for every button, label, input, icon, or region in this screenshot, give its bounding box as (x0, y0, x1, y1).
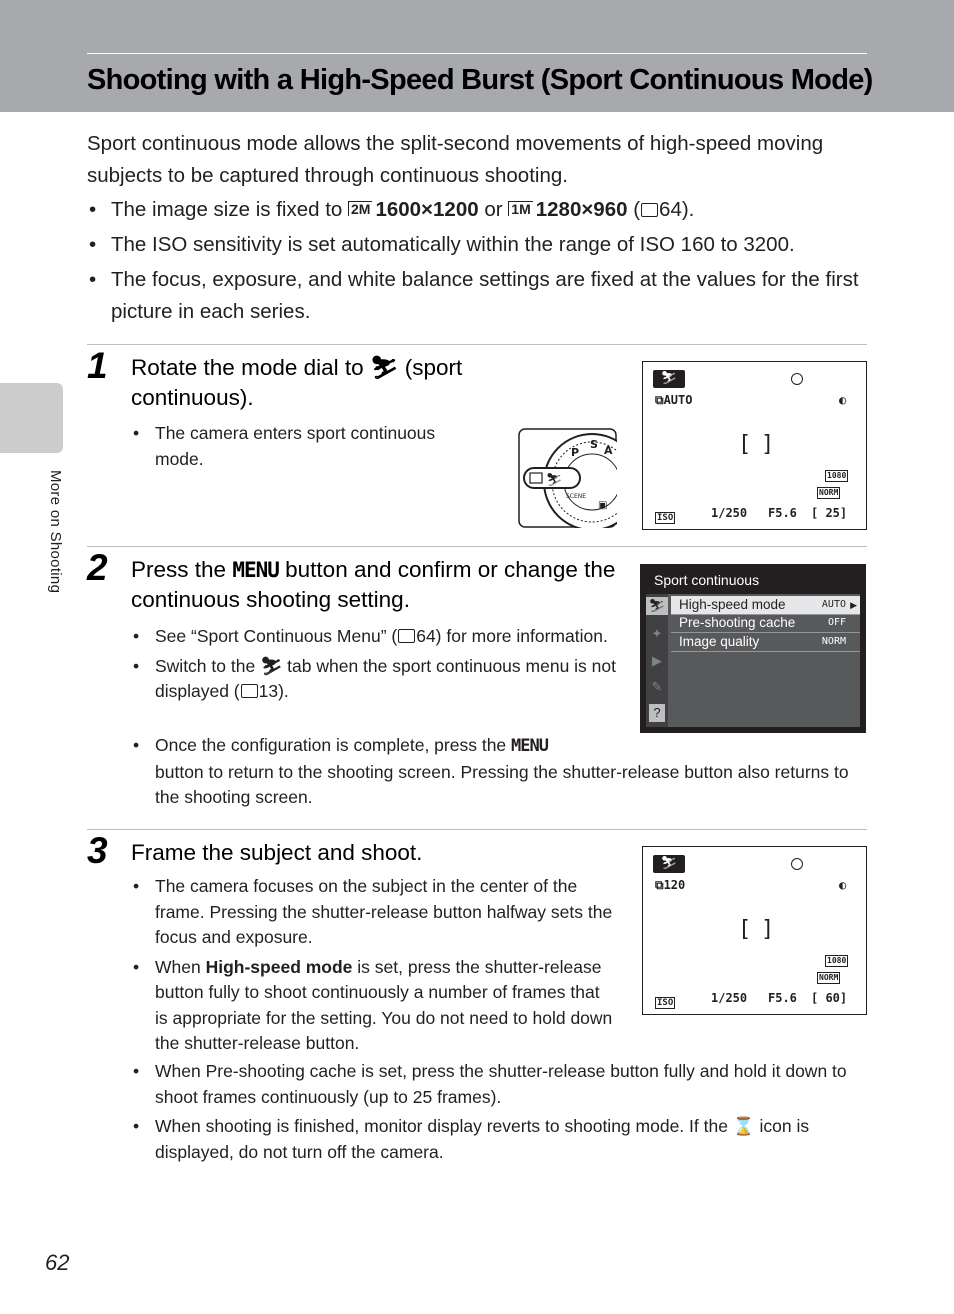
menu-row-image-quality: Image quality NORM (671, 633, 860, 652)
shutter-speed-readout: 1/250 (711, 991, 748, 1005)
dial-letter-a: A (604, 444, 613, 457)
sport-continuous-menu-screen (640, 564, 866, 733)
image-size-1280: 1280×960 (535, 198, 628, 221)
step2-bullet-switch-tab: • Switch to the ⛷ tab when the sport continuous menu is not displayed ( 13). (131, 654, 621, 705)
shooting-screen-step3 (642, 846, 867, 1015)
menu-tab-help: ? (649, 704, 665, 722)
step3-divider (87, 829, 867, 830)
page-number: 62 (45, 1250, 70, 1275)
image-quality-icon: NORM (819, 973, 839, 982)
menu-tab-sport: ⛷ (646, 597, 668, 615)
shooting-screen-step1 (642, 361, 867, 530)
mode-dial-illustration (518, 428, 617, 528)
dial-scene-label: SCENE (566, 493, 587, 500)
page-title: Shooting with a High-Speed Burst (Sport Continuous Mode) (87, 64, 873, 96)
step1-heading: Rotate the mode dial to ⛷ (sport continuous). (131, 355, 463, 410)
header-rule (87, 53, 867, 54)
image-size-2m-icon: 2M (348, 201, 372, 216)
motion-detection-icon: ◐ (839, 878, 847, 892)
sport-continuous-icon: ⛷ (369, 355, 399, 380)
af-area-right: ] (761, 917, 775, 942)
step2-heading: Press the MENU button and confirm or change the continuous shooting setting. (131, 557, 616, 612)
af-area-left: [ (738, 432, 752, 457)
iso-icon: ISO (657, 998, 674, 1008)
image-size-1m-icon: 1M (508, 201, 532, 216)
side-section-label: More on Shooting (47, 470, 64, 594)
step3-bullet-list-bottom (131, 1059, 871, 1169)
page-reference-icon (241, 684, 258, 698)
step3-bullet-high-speed: • When High-speed mode is set, press the shutter-release button fully to shoot continuously a number of frames that is appropriate for the setting. You do not need to hold down the shutter-release button. (131, 955, 616, 1057)
menu-button-icon: MENU (511, 736, 548, 756)
dial-letter-s: S (590, 438, 598, 451)
step1-number: 1 (87, 345, 108, 386)
page-reference-icon (641, 203, 658, 217)
menu-tab-movie: ✦ (651, 626, 663, 641)
menu-arrow-right-icon: ▶ (850, 600, 857, 610)
menu-tab-playback: ▶ (652, 653, 662, 668)
remaining-exposures: [ 25] (811, 506, 848, 520)
af-area-left: [ (738, 917, 752, 942)
movie-size-icon: 1080 (827, 471, 847, 480)
step3-bullet-list-top (131, 874, 616, 1061)
intro-bullet-fixed-settings: • The focus, exposure, and white balance settings are fixed at the values for the first picture in each series. (87, 264, 877, 328)
menu-tab-column (646, 594, 668, 727)
image-size-1600: 1600×1200 (375, 198, 479, 221)
step2-bullet-list-bottom (131, 733, 867, 815)
step2-bullet-list-top (131, 624, 621, 709)
step2-bullet-return: • Once the configuration is complete, press the MENU button to return to the shooting screen. Pressing the shutter-release button also returns to the shooting screen. (131, 733, 867, 811)
step2-bullet-see-menu: • See “Sport Continuous Menu” ( 64) for more information. (131, 624, 621, 650)
burst-mode-indicator: ⧉120 (655, 878, 686, 892)
vibration-reduction-icon (791, 373, 803, 385)
menu-title: Sport continuous (654, 572, 760, 588)
step3-bullet-pre-shooting: • When Pre-shooting cache is set, press the shutter-release button fully and hold it down to shoot frames continuously (up to 25 frames). (131, 1059, 871, 1110)
step3-bullet-focus: • The camera focuses on the subject in the center of the frame. Pressing the shutter-release button halfway sets the focus and exposure. (131, 874, 616, 951)
hourglass-icon: ⌛ (732, 1116, 755, 1136)
sport-mode-icon: ⛷ (653, 855, 685, 873)
intro-paragraph: Sport continuous mode allows the split-second movements of high-speed moving subjects to be captured through continuous shooting. (87, 132, 824, 187)
vibration-reduction-icon (791, 858, 803, 870)
dial-sport-icon: ⛷ (546, 473, 563, 488)
step3-heading: Frame the subject and shoot. (131, 840, 423, 865)
aperture-readout: F5.6 (768, 991, 797, 1005)
intro-bullet-iso: • The ISO sensitivity is set automatically within the range of ISO 160 to 3200. (87, 229, 877, 261)
dial-other-mark: ▣ (598, 500, 608, 511)
step3-bullet-finished: • When shooting is finished, monitor display reverts to shooting mode. If the ⌛ icon is displayed, do not turn off the camera. (131, 1114, 871, 1165)
dial-letter-p: P (571, 446, 580, 459)
iso-icon: ISO (657, 513, 674, 523)
menu-row-high-speed: High-speed mode AUTO ▶ (671, 596, 860, 615)
image-quality-icon: NORM (819, 488, 839, 497)
sport-mode-icon: ⛷ (653, 370, 685, 388)
menu-button-icon: MENU (232, 558, 279, 582)
remaining-exposures: [ 60] (811, 991, 848, 1005)
menu-tab-setup: ✎ (651, 679, 663, 694)
step2-divider (87, 546, 867, 547)
step2-number: 2 (87, 547, 108, 588)
intro-bullet-image-size: • The image size is fixed to 2M 1600×1200 or 1M 1280×960 ( 64). (87, 194, 877, 226)
shutter-speed-readout: 1/250 (711, 506, 748, 520)
step3-number: 3 (87, 830, 108, 871)
aperture-readout: F5.6 (768, 506, 797, 520)
step1-bullet-list (131, 421, 476, 476)
step1-bullet: • The camera enters sport continuous mode. (131, 421, 476, 472)
side-section-tab (0, 383, 63, 453)
menu-row-pre-shooting: Pre-shooting cache OFF (671, 614, 860, 633)
step1-divider (87, 344, 867, 345)
sport-tab-icon: ⛷ (260, 655, 283, 676)
burst-mode-indicator: ⧉AUTO (655, 393, 693, 407)
motion-detection-icon: ◐ (839, 393, 847, 407)
intro-bullet-list (87, 194, 877, 331)
movie-size-icon: 1080 (827, 956, 847, 965)
menu-body (646, 594, 860, 727)
page-reference-icon (398, 629, 415, 643)
af-area-right: ] (761, 432, 775, 457)
